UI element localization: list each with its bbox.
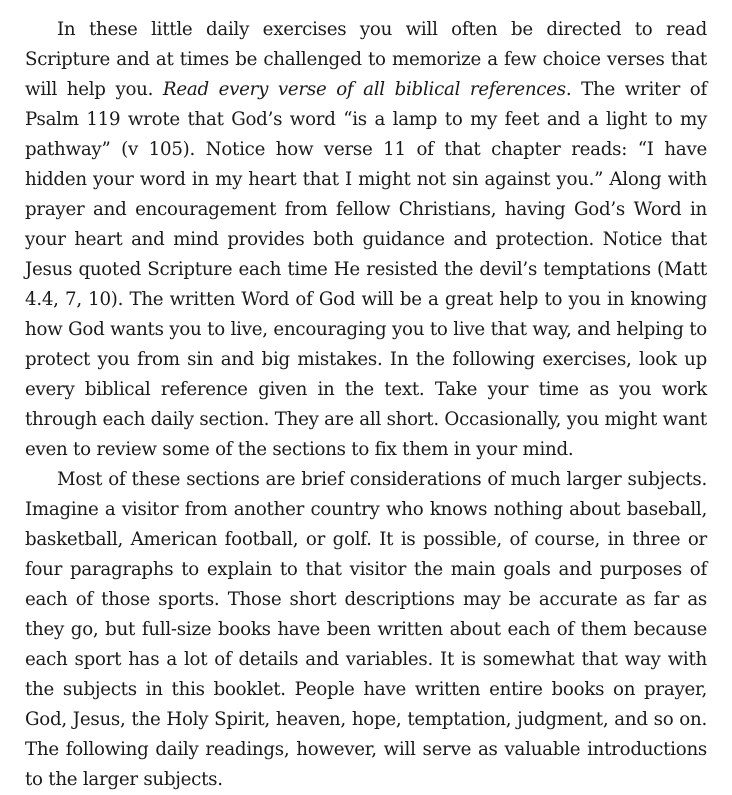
paragraph-subjects: Most of these sections are brief considerations of much larger subjects. Imagine a visitor from another country who knows nothing about baseball, basketball, American football, or golf. It is possible, of course, in three or four paragraphs to explain to that visitor the main goals and purposes of each of those sports. Those short descriptions may be accurate as far as they go, but full-size books have been written about each of them because each sport has a lot of details and variables. It is somewhat that way with the subjects in this booklet. People have written entire books on prayer, God, Jesus, the Holy Spirit, heaven, hope, temptation, judgment, and so on. The following daily readings, however, will serve as valuable introductions to the larger subjects. (25, 469, 707, 790)
emphasis-text: Read every verse of all biblical references (162, 79, 566, 100)
paragraph-scripture (25, 15, 707, 465)
paragraph-text: In these little daily exercises you will often be directed to read Scripture and at times be challenged to memorize a few choice verses that will help you. (25, 19, 707, 100)
paragraph-text: . The writer of Psalm 119 wrote that God’s word “is a lamp to my feet and a light to my pathway” (v 105). Notice how verse 11 of that chapter reads: “I have hidden your word in my heart that I might not sin against you.” Along with prayer and encouragement from fellow Christians, having God’s Word in your heart and mind provides both guidance and protection. Notice that Jesus quoted Scripture each time He resisted the devil’s temptations (Matt 4.4, 7, 10). The written Word of God will be a great help to you in knowing how God wants you to live, encouraging you to live that way, and helping to protect you from sin and big mistakes. In the following exercises, look up every biblical reference given in the text. Take your time as you work through each daily section. They are all short. Occasionally, you might want even to review some of the sections to fix them in your mind. (25, 79, 707, 460)
